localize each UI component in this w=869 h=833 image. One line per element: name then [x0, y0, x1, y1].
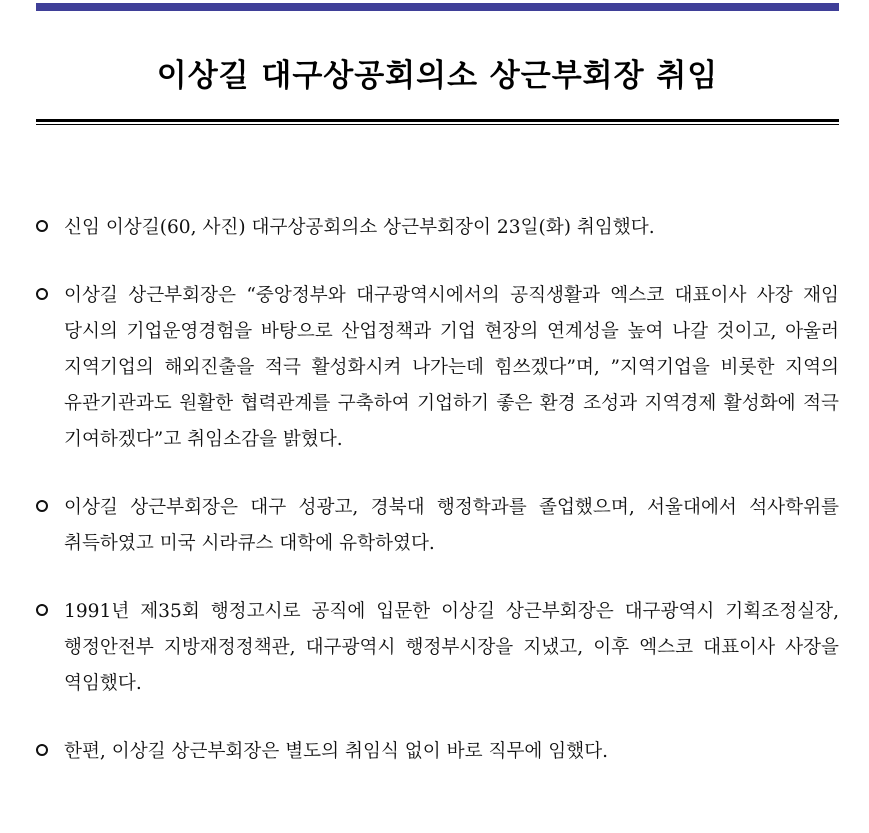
paragraph-text: 1991년 제35회 행정고시로 공직에 입문한 이상길 상근부회장은 대구광역시 기획조정실장, 행정안전부 지방재정정책관, 대구광역시 행정부시장을 지냈고, 이후 엑스코 대표이사 사장을 역임했다. — [64, 601, 839, 694]
title-divider-thick — [36, 119, 839, 122]
paragraph-text: 이상길 상근부회장은 대구 성광고, 경북대 행정학과를 졸업했으며, 서울대에서 석사학위를 취득하였고 미국 시라큐스 대학에 유학하였다. — [64, 497, 839, 554]
paragraph-text: 신임 이상길(60, 사진) 대구상공회의소 상근부회장이 23일(화) 취임했다. — [64, 217, 655, 238]
hollow-circle-bullet-icon — [36, 500, 48, 512]
paragraph-1 — [36, 210, 839, 246]
header-accent-bar — [36, 3, 839, 11]
paragraph-text: 이상길 상근부회장은 “중앙정부와 대구광역시에서의 공직생활과 엑스코 대표이사 사장 재임 당시의 기업운영경험을 바탕으로 산업정책과 기업 현장의 연계성을 높여 나갈 것이고, 아울러 지역기업의 해외진출을 적극 활성화시켜 나가는데 힘쓰겠다”며, ”지역기업을 비롯한 지역의 유관기관과도 원활한 협력관계를 구축하여 기업하기 좋은 환경 조성과 지역경제 활성화에 적극 기여하겠다”고 취임소감을 밝혔다. — [64, 285, 839, 450]
paragraph-text: 한편, 이상길 상근부회장은 별도의 취임식 없이 바로 직무에 임했다. — [64, 741, 609, 762]
paragraph-2 — [36, 278, 839, 458]
hollow-circle-bullet-icon — [36, 288, 48, 300]
page-title: 이상길 대구상공회의소 상근부회장 취임 — [156, 58, 719, 94]
hollow-circle-bullet-icon — [36, 744, 48, 756]
paragraph-3 — [36, 490, 839, 562]
hollow-circle-bullet-icon — [36, 220, 48, 232]
paragraph-4 — [36, 594, 839, 702]
paragraph-5 — [36, 734, 839, 770]
article-body — [36, 210, 839, 802]
hollow-circle-bullet-icon — [36, 604, 48, 616]
title-divider-thin — [36, 124, 839, 125]
